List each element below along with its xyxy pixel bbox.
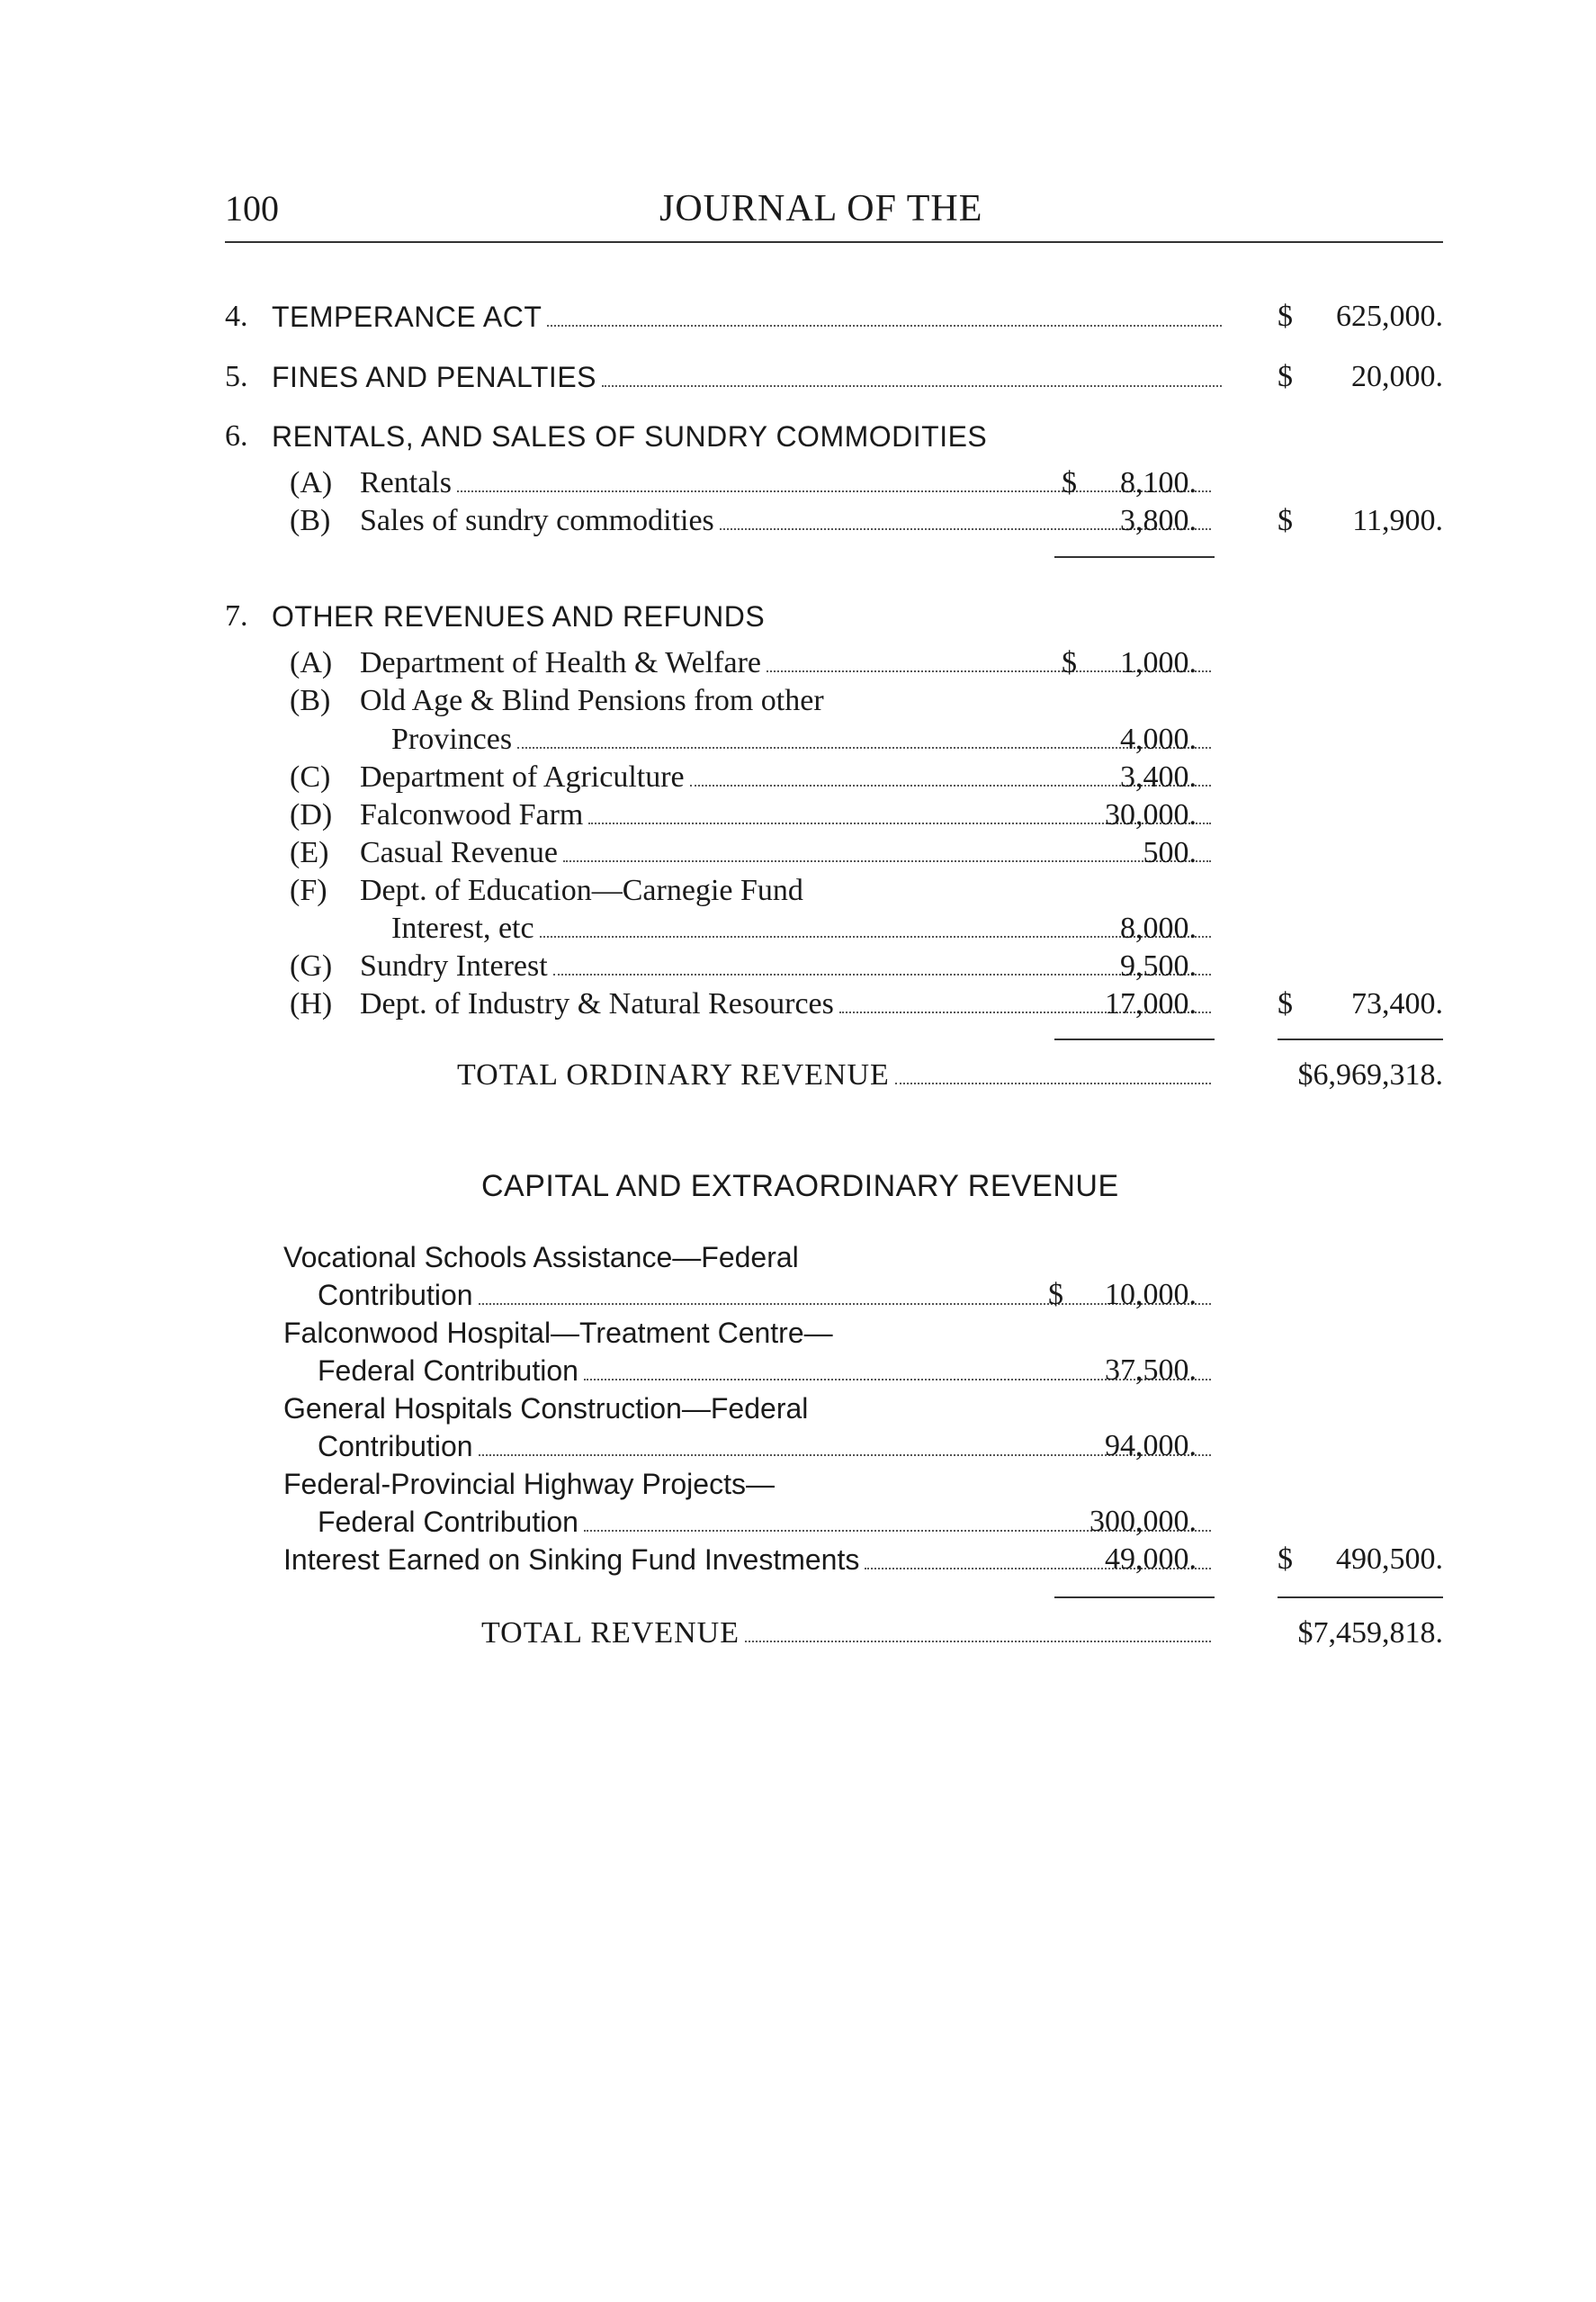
item-amount: 37,500. [1105, 1353, 1197, 1387]
item-letter: (C) [290, 760, 331, 794]
item-letter: (D) [290, 798, 333, 832]
dot-leader [553, 974, 1211, 976]
dot-leader [479, 1303, 1211, 1305]
subtotal-rule [1054, 1596, 1215, 1598]
total-ordinary-label [457, 1056, 1215, 1095]
section-title [272, 297, 1225, 337]
dot-leader [745, 1641, 1211, 1642]
dot-leader [517, 747, 1211, 749]
capital-item-text: Contribution [318, 1430, 473, 1462]
dollar-sign: $ [1048, 1278, 1063, 1311]
line-item-continued [225, 871, 1443, 911]
item-letter: (E) [290, 836, 329, 869]
total-ordinary-row [225, 1056, 1443, 1095]
total-revenue-label [481, 1614, 1215, 1653]
capital-item-label: Vocational Schools Assistance—Federal [283, 1241, 799, 1273]
capital-item [225, 1540, 1443, 1579]
capital-item [225, 1502, 1443, 1542]
item-label-text: Interest, etc [391, 912, 534, 945]
item-amount: 49,000. [1105, 1542, 1197, 1576]
dot-leader [602, 385, 1222, 387]
capital-total: 490,500. [1336, 1542, 1443, 1576]
section-title: OTHER REVENUES AND REFUNDS [272, 600, 766, 633]
item-label-text: Dept. of Industry & Natural Resources [360, 987, 834, 1021]
capital-item-text: Federal Contribution [318, 1506, 578, 1538]
item-letter: (G) [290, 949, 333, 983]
capital-item-label [283, 1540, 1215, 1579]
item-amount: 17,000. [1105, 987, 1197, 1021]
capital-item [225, 1351, 1443, 1390]
item-label [360, 463, 1215, 503]
capital-item-text: Interest Earned on Sinking Fund Investments [283, 1543, 860, 1576]
line-item [225, 985, 1443, 1024]
section-total: 73,400. [1351, 987, 1443, 1021]
capital-item-label: General Hospitals Construction—Federal [283, 1392, 809, 1425]
capital-item-line1 [225, 1313, 1443, 1353]
total-rule [1278, 1039, 1443, 1040]
capital-item-line1 [225, 1389, 1443, 1428]
section-7-heading [225, 597, 1443, 636]
section-6-heading [225, 417, 1443, 456]
item-amount: 8,000. [1120, 912, 1197, 945]
section-total: 625,000. [1336, 300, 1443, 333]
item-amount: 10,000. [1105, 1278, 1197, 1311]
item-label-text: Rentals [360, 466, 452, 499]
item-label-text: Department of Health & Welfare [360, 646, 762, 679]
dollar-sign: $ [1278, 1542, 1293, 1576]
item-amount: 3,400. [1120, 760, 1197, 794]
capital-item-label [318, 1275, 1215, 1315]
dollar-sign: $ [1278, 504, 1293, 537]
dot-leader [563, 860, 1211, 862]
section-total: 11,900. [1352, 504, 1443, 537]
item-label-text: Sales of sundry commodities [360, 504, 714, 537]
capital-item-text: Federal Contribution [318, 1354, 578, 1387]
subtotal-rule [1054, 556, 1215, 558]
item-amount: 8,100. [1120, 466, 1197, 499]
item-amount: 30,000. [1105, 798, 1197, 832]
total-revenue-row [225, 1614, 1443, 1653]
item-letter: (A) [290, 646, 333, 679]
total-ordinary-amount: $6,969,318. [1297, 1058, 1443, 1092]
section-title-text: FINES AND PENALTIES [272, 361, 596, 393]
line-item-continued [225, 681, 1443, 721]
capital-item [225, 1275, 1443, 1315]
dollar-sign: $ [1278, 300, 1293, 333]
item-label [360, 985, 1215, 1024]
dollar-sign: $ [1278, 987, 1293, 1021]
item-label [360, 643, 1215, 683]
section-number: 5. [225, 360, 248, 393]
item-label [360, 796, 1215, 835]
capital-item-text: Contribution [318, 1279, 473, 1311]
line-item [225, 720, 1443, 760]
section-number: 7. [225, 599, 248, 633]
dot-leader [547, 325, 1222, 327]
capital-item-label [318, 1502, 1215, 1542]
line-item [225, 758, 1443, 797]
item-amount: 4,000. [1120, 723, 1197, 756]
item-amount: 9,500. [1120, 949, 1197, 983]
line-item [225, 909, 1443, 949]
item-amount: 3,800. [1120, 504, 1197, 537]
dot-leader [895, 1083, 1211, 1084]
capital-item-line1 [225, 1237, 1443, 1277]
capital-heading: CAPITAL AND EXTRAORDINARY REVENUE [481, 1169, 1119, 1203]
item-label-line1: Dept. of Education—Carnegie Fund [360, 874, 803, 907]
item-label-text: Falconwood Farm [360, 798, 584, 832]
dot-leader [540, 936, 1211, 938]
capital-item-label: Falconwood Hospital—Treatment Centre— [283, 1317, 833, 1349]
capital-item-label [318, 1351, 1215, 1390]
capital-item [225, 1426, 1443, 1466]
dot-leader [457, 490, 1211, 492]
item-label [360, 758, 1215, 797]
section-4-row [225, 297, 1443, 337]
item-label [360, 501, 1215, 541]
line-item [225, 796, 1443, 835]
subtotal-rule [1054, 1039, 1215, 1040]
line-item [225, 463, 1443, 503]
line-item [225, 833, 1443, 873]
item-label [391, 909, 1215, 949]
dollar-sign: $ [1062, 646, 1077, 679]
dollar-sign: $ [1062, 466, 1077, 499]
capital-item-label [318, 1426, 1215, 1466]
item-label [391, 720, 1215, 760]
item-letter: (B) [290, 684, 331, 717]
total-label-text: TOTAL REVENUE [481, 1616, 740, 1650]
item-letter: (A) [290, 466, 333, 499]
line-item [225, 501, 1443, 541]
running-head: JOURNAL OF THE [659, 188, 983, 229]
line-item [225, 947, 1443, 986]
total-rule [1278, 1596, 1443, 1598]
dot-leader [479, 1454, 1211, 1456]
section-number: 4. [225, 300, 248, 333]
section-title-text: TEMPERANCE ACT [272, 301, 542, 333]
item-label [360, 947, 1215, 986]
item-letter: (F) [290, 874, 327, 907]
section-title [272, 357, 1225, 397]
section-number: 6. [225, 419, 248, 453]
item-label-text: Casual Revenue [360, 836, 558, 869]
item-amount: 94,000. [1105, 1429, 1197, 1462]
item-label-text: Sundry Interest [360, 949, 548, 983]
item-amount: 300,000. [1089, 1505, 1197, 1538]
item-amount: 500. [1143, 836, 1197, 869]
item-letter: (B) [290, 504, 331, 537]
header-rule [225, 241, 1443, 243]
item-letter: (H) [290, 987, 333, 1021]
total-label-text: TOTAL ORDINARY REVENUE [457, 1058, 890, 1092]
capital-item-line1 [225, 1464, 1443, 1504]
item-label-line1: Old Age & Blind Pensions from other [360, 684, 824, 717]
section-title: RENTALS, AND SALES OF SUNDRY COMMODITIES [272, 420, 988, 453]
item-label-text: Provinces [391, 723, 513, 756]
total-revenue-amount: $7,459,818. [1297, 1616, 1443, 1650]
item-label-text: Department of Agriculture [360, 760, 685, 794]
item-label [360, 833, 1215, 873]
item-amount: 1,000. [1120, 646, 1197, 679]
capital-item-label: Federal-Provincial Highway Projects— [283, 1468, 775, 1500]
line-item [225, 643, 1443, 683]
section-5-row [225, 357, 1443, 397]
section-total: 20,000. [1351, 360, 1443, 393]
dollar-sign: $ [1278, 360, 1293, 393]
page-number: 100 [225, 188, 279, 229]
